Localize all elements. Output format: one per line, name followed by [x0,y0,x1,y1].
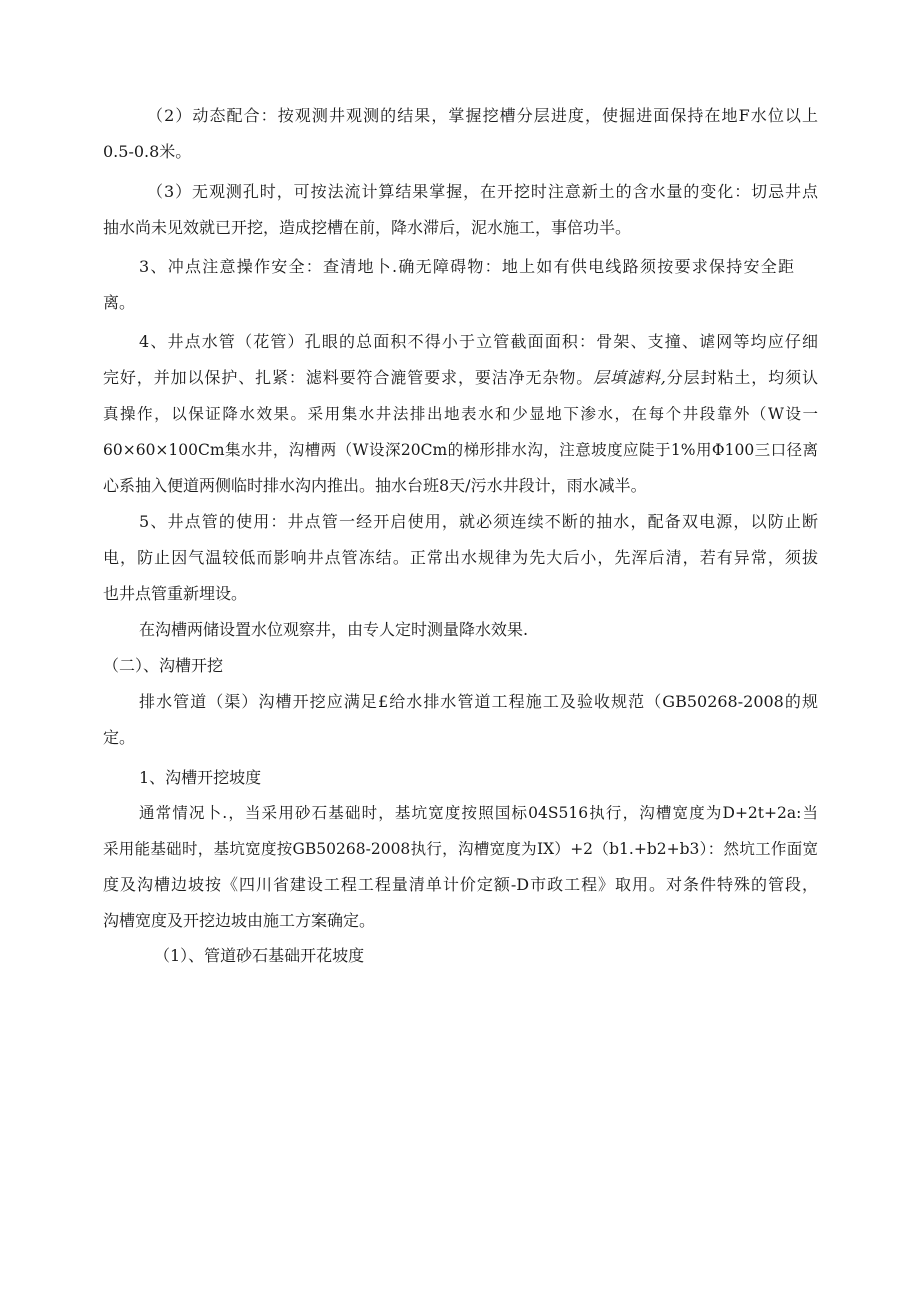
text-line: 抽水尚未见效就已开挖，造成挖槽在前，降水滞后，泥水施工，事倍功半。 [103,218,632,237]
paragraph-well-point-usage [103,506,818,614]
text-segment: 分层封粘土，均须认 [665,368,818,387]
text-line: 真操作，以保证降水效果。采用集水井法排出地表水和少显地下渗水，在每个井段靠外（W设一 [103,405,818,423]
italic-text-segment: 层填滤料, [593,368,666,387]
text-line: 60×60×100Cm集水井，沟槽两（W设深20Cm的梯形排水沟，注意坡度应陡于1%用Φ100三口径离 [103,441,818,459]
subsection-heading: 1、沟槽开挖坡度 [139,768,262,787]
paragraph-punching-safety [103,251,818,323]
text-line: 心系抽入便道两侧临时排水沟内推出。抽水台班8天/污水井段计，雨水减半。 [103,476,647,495]
text-line: （2）动态配合：按观测井观测的结果，掌握挖槽分层进度，使掘进面保持在地F水位以上 [147,106,818,125]
section-heading-trench-excavation [103,650,818,686]
subsection-heading: （1）、管道砂石基础开花坡度 [154,946,365,965]
paragraph-dynamic-coordination [103,100,818,172]
paragraph-trench-width [103,797,818,941]
paragraph-no-observation-hole [103,176,818,248]
paragraph-observation-well [139,614,818,650]
text-segment: 完好，并加以保护、扎紧：滤料要符合漉管要求，要洁净无杂物。 [103,368,594,387]
text-line: 0.5-0.8米。 [103,142,192,161]
text-line: 3、冲点注意操作安全：查清地卜.确无障碍物：地上如有供电线路须按要求保持安全距 [139,257,794,276]
text-line: 在沟槽两储设置水位观察井，由专人定时测量降水效果. [139,620,529,639]
text-line: 沟槽宽度及开挖边坡由施工方案确定。 [103,911,376,930]
text-line: 通常情况卜.，当采用砂石基础时，基坑宽度按照国标04S516执行，沟槽宽度为D+2t+2a:当 [139,804,818,822]
subsection-heading-gravel-foundation [154,940,818,976]
text-line: 定。 [103,728,136,747]
text-line: （3）无观测孔时，可按法流计算结果掌握，在开挖时注意新土的含水量的变化：切忌井点 [147,182,818,201]
section-heading: （二）、沟槽开挖 [103,656,224,675]
subsection-heading-slope [139,762,818,798]
text-line: 4、井点水管（花管）孔眼的总面积不得小于立管截面面积：骨架、支撞、谑网等均应仔细 [139,332,818,351]
text-line [103,362,818,398]
text-line: 5、井点管的使用：井点管一经开启使用，就必须连续不断的抽水，配备双电源，以防止断 [139,512,818,531]
paragraph-well-point-pipe [103,326,818,506]
text-line: 也井点管重新埋设。 [103,584,248,603]
text-line: 采用能基础时，基坑宽度按GB50268-2008执行，沟槽宽度为IX）+2（b1.+b2+b3）：然坑工作面宽 [103,840,818,858]
text-line: 离。 [103,293,136,312]
paragraph-specification [103,686,818,758]
text-line: 度及沟槽边坡按《四川省建设工程工程量清单计价定额-D市政工程》取用。对条件特殊的管段， [103,875,818,894]
text-line: 排水管道（渠）沟槽开挖应满足£给水排水管道工程施工及验收规范（GB50268-2008的规 [139,692,818,711]
text-line: 电，防止因气温较低而影响井点管冻结。正常出水规律为先大后小，先浑后清，若有异常，须拔 [103,548,818,567]
